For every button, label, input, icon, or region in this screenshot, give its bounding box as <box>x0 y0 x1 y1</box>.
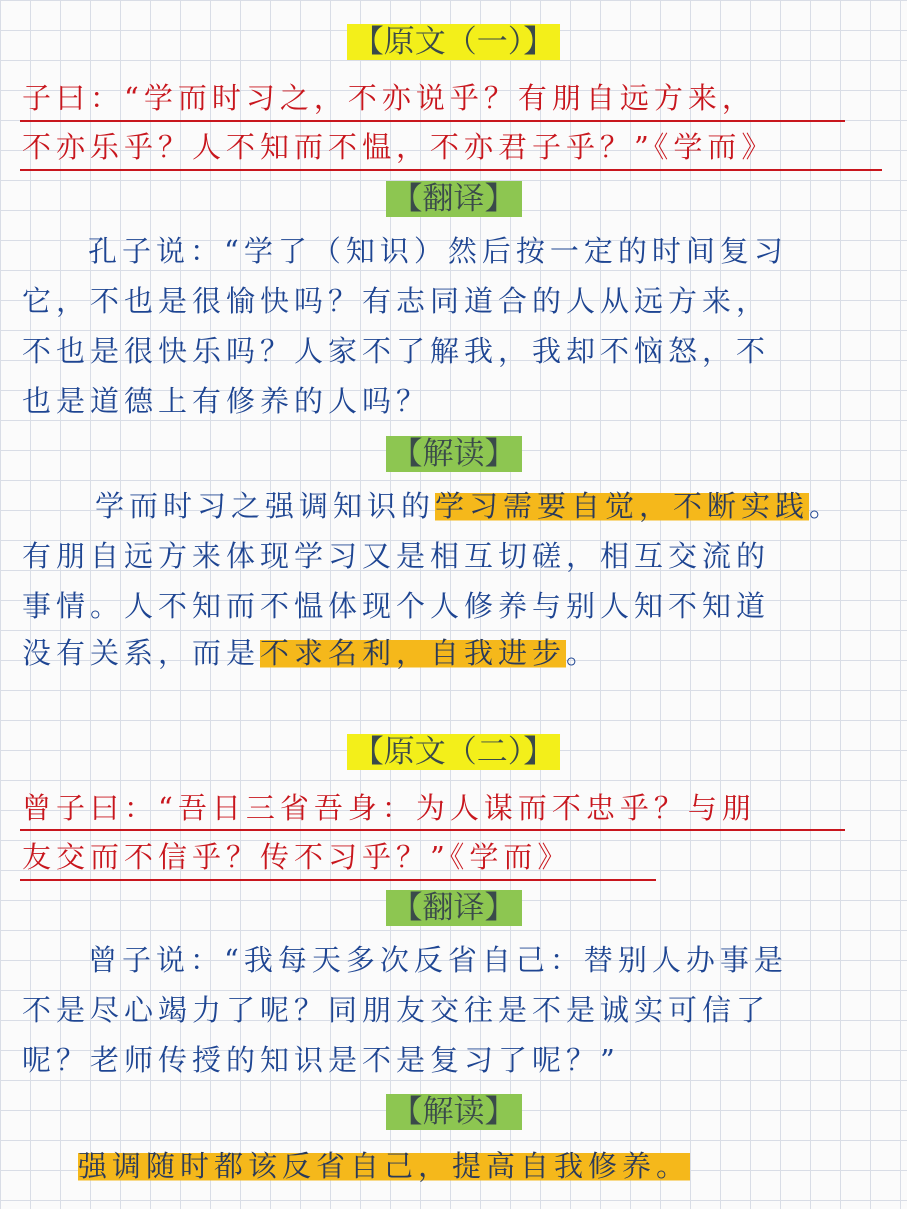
highlight-mark: 不求名利，自我进步 <box>260 636 567 670</box>
underline-rule <box>20 120 845 122</box>
underline-rule <box>20 829 845 831</box>
interpretation-heading: 【解读】 <box>0 432 907 476</box>
underline-rule <box>20 879 656 881</box>
interpretation-heading: 【解读】 <box>0 1090 907 1134</box>
section2-heading: 【原文（二）】 <box>0 730 907 774</box>
translation-line: 曾子说：“我每天多次反省自己：替别人办事是 <box>88 943 788 977</box>
translation-heading: 【翻译】 <box>0 886 907 930</box>
translation-line: 不也是很快乐吗？人家不了解我，我却不恼怒，不 <box>22 334 771 368</box>
underline-rule <box>20 169 882 171</box>
translation-line: 它，不也是很愉快吗？有志同道合的人从远方来， <box>22 284 771 318</box>
interpretation-line: 有朋自远方来体现学习又是相互切磋，相互交流的 <box>22 539 771 573</box>
original-text-line: 友交而不信乎？传不习乎？”《学而》 <box>22 840 572 874</box>
original-text-line: 不亦乐乎？人不知而不愠，不亦君子乎？”《学而》 <box>22 130 776 164</box>
original-text-line: 子曰：“学而时习之，不亦说乎？有朋自远方来， <box>22 81 756 115</box>
highlight-mark: 强调随时都该反省自己，提高自我修养。 <box>78 1149 691 1183</box>
translation-line: 孔子说：“学了（知识）然后按一定的时间复习 <box>88 234 788 268</box>
translation-line: 也是道德上有修养的人吗？ <box>22 384 431 418</box>
interpretation-line: 没有关系，而是不求名利，自我进步。 <box>22 636 601 670</box>
original-text-line: 曾子曰：“吾日三省吾身：为人谋而不忠乎？与朋 <box>22 791 756 825</box>
highlight-mark: 学习需要自觉， <box>435 489 674 523</box>
translation-line: 呢？老师传授的知识是不是复习了呢？” <box>22 1043 620 1077</box>
interpretation-line <box>78 1146 690 1186</box>
section1-heading: 【原文（一）】 <box>0 20 907 64</box>
interpretation-line: 学而时习之强调知识的学习需要自觉，不断实践。 <box>95 489 844 523</box>
highlight-mark: 不断实践 <box>673 489 810 523</box>
interpretation-line: 事情。人不知而不愠体现个人修养与别人知不知道 <box>22 589 771 623</box>
translation-heading: 【翻译】 <box>0 177 907 221</box>
translation-line: 不是尽心竭力了呢？同朋友交往是不是诚实可信了 <box>22 993 771 1027</box>
